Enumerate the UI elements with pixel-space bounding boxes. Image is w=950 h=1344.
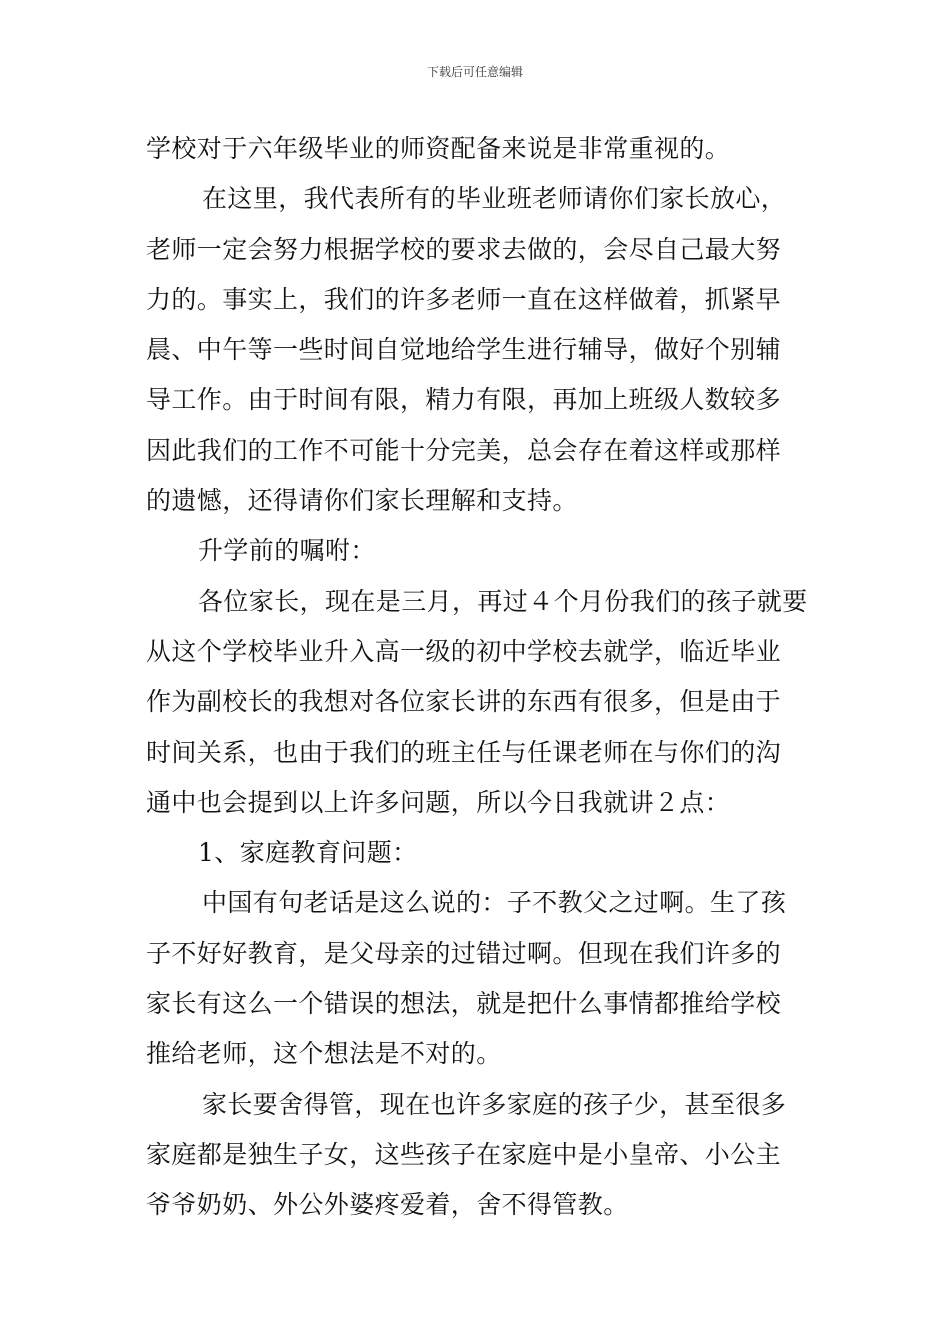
text-line: 导工作。由于时间有限，精力有限，再加上班级人数较多 <box>146 385 782 415</box>
text-line: 推给老师，这个想法是不对的。 <box>146 1039 502 1069</box>
text-line: 各位家长，现在是三月，再过４个月份我们的孩子就要 <box>198 586 808 616</box>
text-line: 中国有句老话是这么说的：子不教父之过啊。生了孩 <box>202 888 787 918</box>
section-heading: 升学前的嘱咐： <box>198 536 376 566</box>
page-header-note: 下载后可任意编辑 <box>426 65 523 79</box>
text-line: 作为副校长的我想对各位家长讲的东西有很多，但是由于 <box>146 687 782 717</box>
text-line: 家长要舍得管，现在也许多家庭的孩子少，甚至很多 <box>202 1089 787 1119</box>
text-line: 子不好好教育，是父母亲的过错过啊。但现在我们许多的 <box>146 938 782 968</box>
text-line: 家长有这么一个错误的想法，就是把什么事情都推给学校 <box>146 989 782 1019</box>
text-line: 通中也会提到以上许多问题，所以今日我就讲２点： <box>146 787 731 817</box>
text-line: 学校对于六年级毕业的师资配备来说是非常重视的。 <box>146 134 731 163</box>
text-line: 因此我们的工作不可能十分完美，总会存在着这样或那样 <box>146 435 782 465</box>
text-line: 力的。事实上，我们的许多老师一直在这样做着，抓紧早 <box>146 284 782 314</box>
text-line: 从这个学校毕业升入高一级的初中学校去就学，临近毕业 <box>146 636 782 666</box>
text-line: 在这里，我代表所有的毕业班老师请你们家长放心， <box>202 184 787 214</box>
section-heading: 1、家庭教育问题： <box>198 838 418 868</box>
text-line: 时间关系，也由于我们的班主任与任课老师在与你们的沟 <box>146 737 782 767</box>
document-body <box>146 124 808 1231</box>
text-line: 老师一定会努力根据学校的要求去做的，会尽自己最大努 <box>146 234 782 264</box>
text-line: 家庭都是独生子女，这些孩子在家庭中是小皇帝、小公主 <box>146 1139 782 1169</box>
text-line: 的遗憾，还得请你们家长理解和支持。 <box>146 486 578 516</box>
text-line: 爷爷奶奶、外公外婆疼爱着，舍不得管教。 <box>146 1190 629 1220</box>
text-line: 晨、中午等一些时间自觉地给学生进行辅导，做好个别辅 <box>146 335 782 365</box>
